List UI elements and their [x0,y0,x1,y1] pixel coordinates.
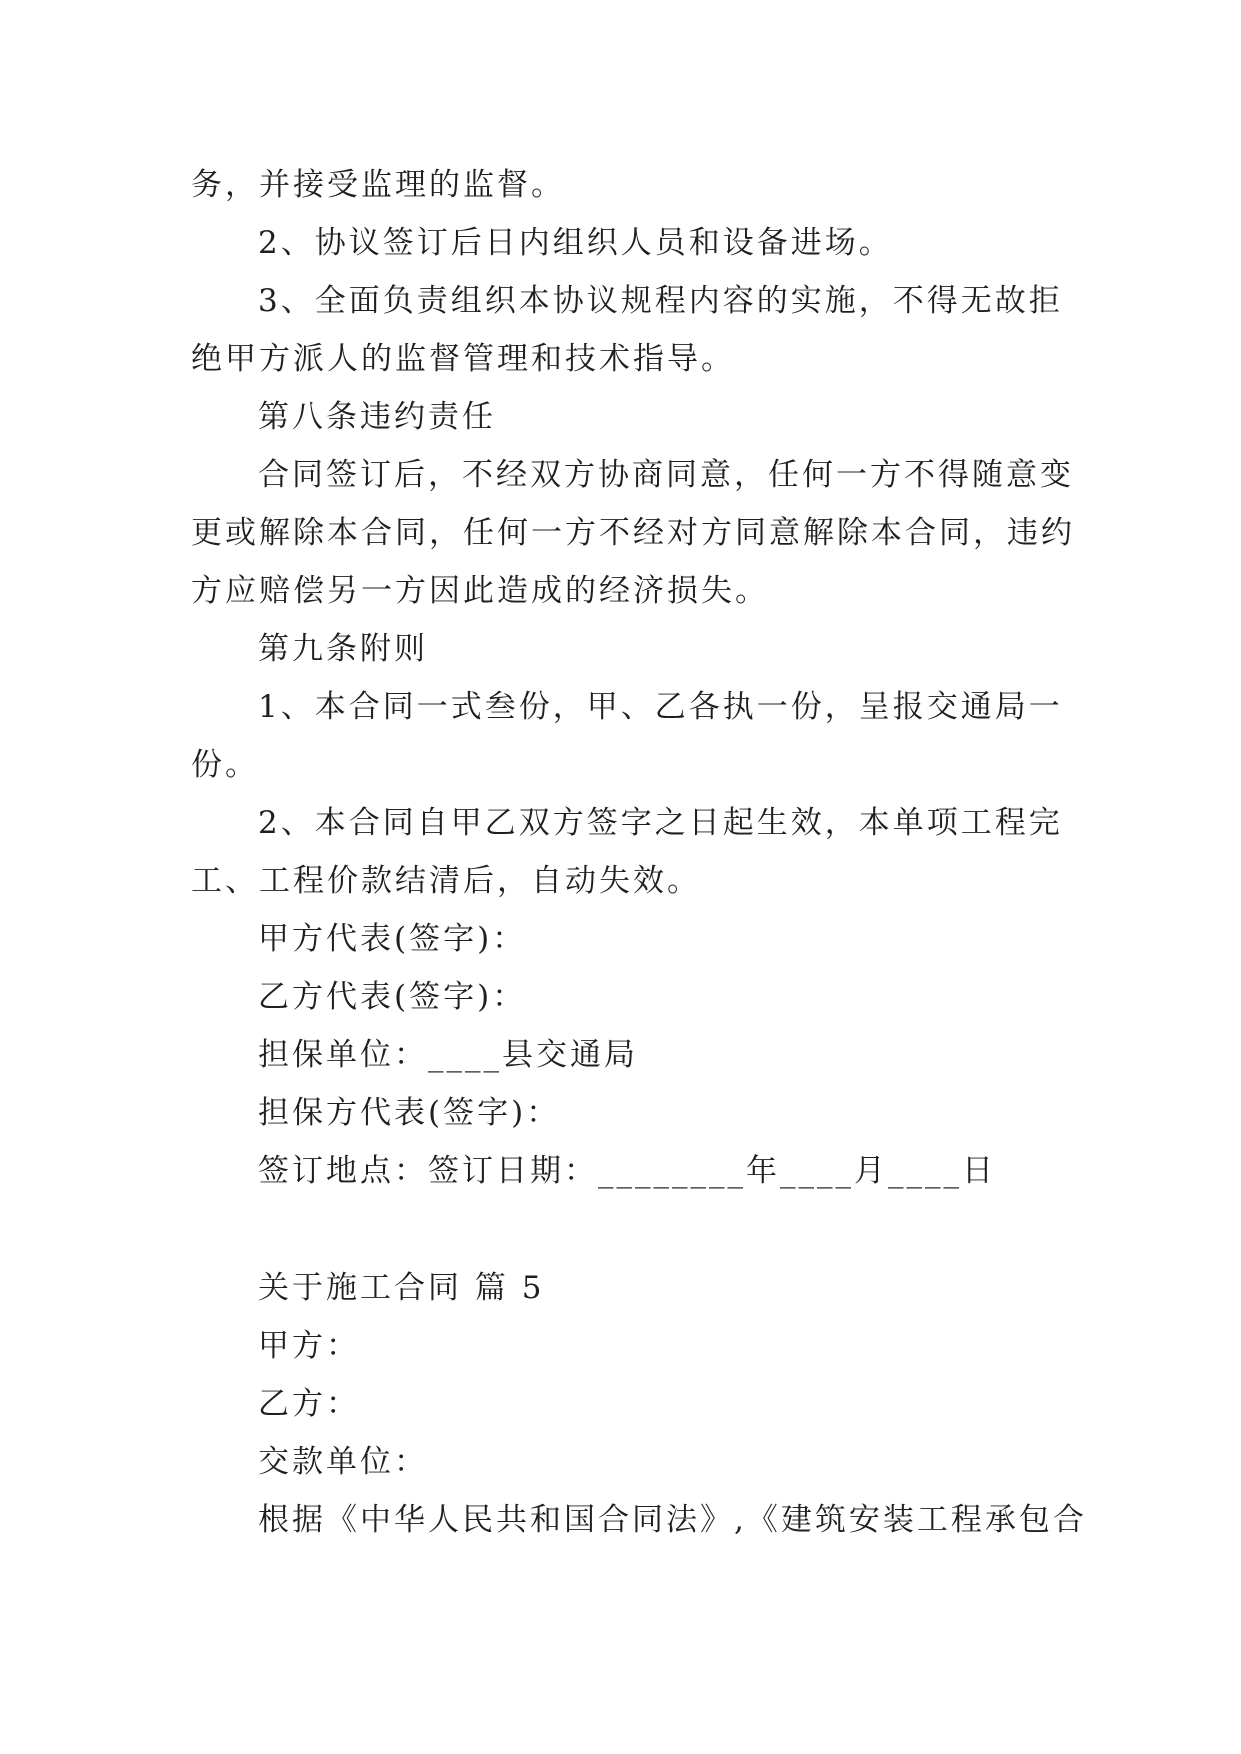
party-line: 交款单位： [258,1444,428,1480]
paragraph-line: 绝甲方派人的监督管理和技术指导。 [191,341,735,377]
paragraph-line: 2、本合同自甲乙双方签字之日起生效，本单项工程完 [258,805,1063,841]
paragraph-line: 更或解除本合同，任何一方不经对方同意解除本合同，违约 [191,515,1075,551]
paragraph-line: 2、协议签订后日内组织人员和设备进场。 [258,225,893,261]
section-heading: 第八条违约责任 [258,399,496,435]
paragraph-line: 1、本合同一式叁份，甲、乙各执一份，呈报交通局一 [258,689,1063,725]
signing-date-line: 签订地点：签订日期：________年____月____日 [258,1153,996,1189]
paragraph-line: 份。 [191,747,259,783]
section-heading: 第九条附则 [258,631,428,667]
paragraph-line: 方应赔偿另一方因此造成的经济损失。 [191,573,769,609]
article-title: 关于施工合同 篇 5 [258,1270,545,1306]
paragraph-line: 合同签订后，不经双方协商同意，任何一方不得随意变 [258,457,1074,493]
party-line: 乙方： [258,1386,360,1422]
signature-line: 担保方代表(签字)： [258,1095,561,1131]
paragraph-line: 工、工程价款结清后，自动失效。 [191,863,701,899]
party-line: 甲方： [258,1328,360,1364]
signature-line: 乙方代表(签字)： [258,979,527,1015]
signature-line: 甲方代表(签字)： [258,921,527,957]
paragraph-line: 3、全面负责组织本协议规程内容的实施，不得无故拒 [258,283,1063,319]
signature-line: 担保单位：____县交通局 [258,1037,638,1073]
paragraph-line: 务，并接受监理的监督。 [191,167,565,203]
paragraph-line: 根据《中华人民共和国合同法》,《建筑安装工程承包合 [258,1502,1087,1538]
